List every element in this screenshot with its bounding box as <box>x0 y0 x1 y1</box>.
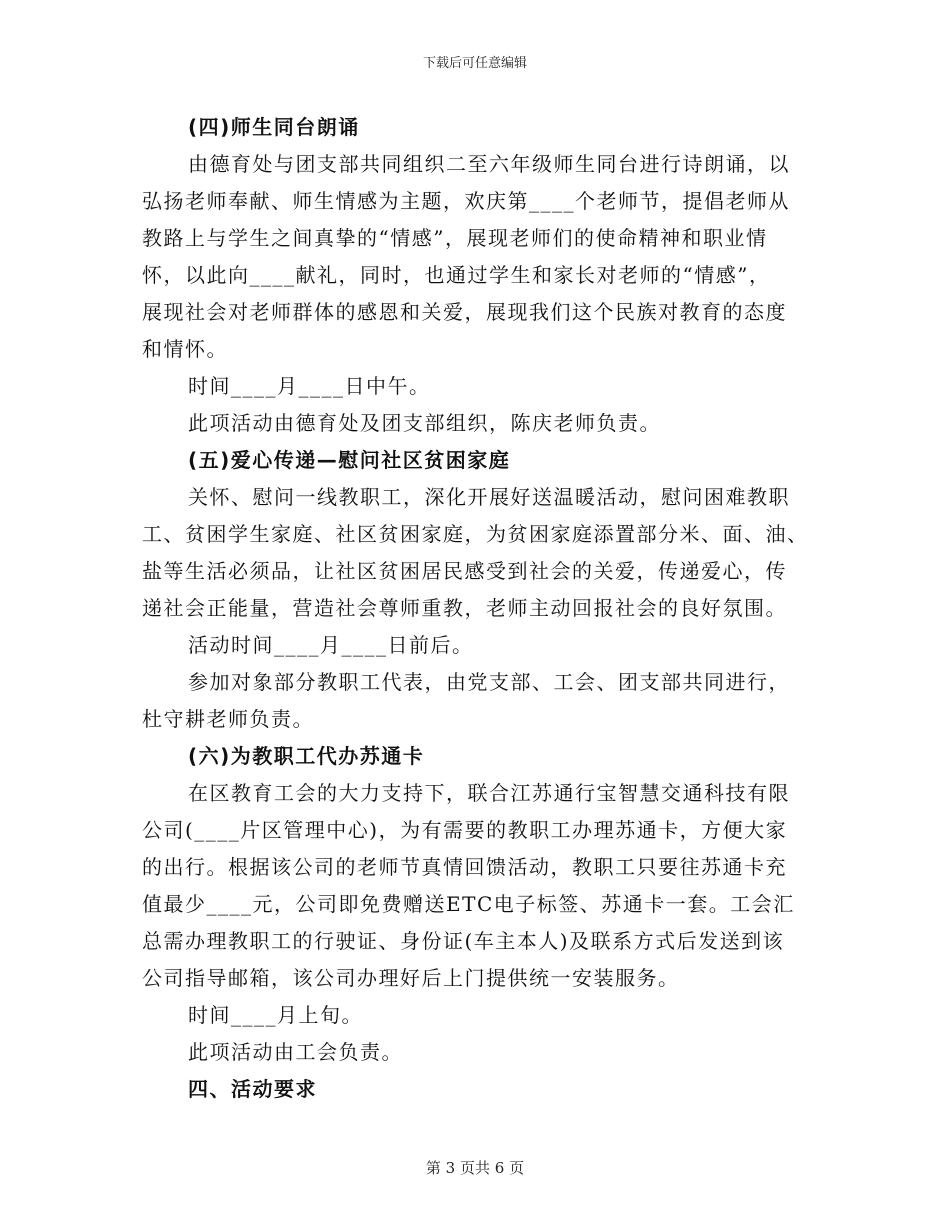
paragraph-line: 关怀、慰问一线教职工，深化开展好送温暖活动，慰问困难教职 <box>188 485 790 509</box>
paragraph-line: 由德育处与团支部共同组织二至六年级师生同台进行诗朗诵，以 <box>188 152 790 176</box>
paragraph-caring <box>142 479 812 627</box>
page-header: 下载后可任意编辑 <box>422 56 527 71</box>
paragraph-line: 公司指导邮箱，该公司办理好后上门提供统一安装服务。 <box>142 966 680 990</box>
time-line: 时间____月上旬。 <box>188 1003 363 1027</box>
paragraph-line: 的出行。根据该公司的老师节真情回馈活动，教职工只要往苏通卡充 <box>142 855 787 879</box>
paragraph-line: 和情怀。 <box>142 337 228 361</box>
paragraph-line: 总需办理教职工的行驶证、身份证(车主本人)及联系方式后发送到该 <box>142 929 785 953</box>
time-line: 时间____月____日中午。 <box>188 374 431 398</box>
document-body <box>142 109 812 1108</box>
section-heading-requirements: 四、活动要求 <box>188 1077 317 1101</box>
paragraph-line: 展现社会对老师群体的感恩和关爱，展现我们这个民族对教育的态度 <box>142 300 787 324</box>
paragraph-line: 弘扬老师奉献、师生情感为主题，欢庆第____个老师节，提倡老师从 <box>142 189 790 213</box>
paragraph-line: 公司(____片区管理中心)，为有需要的教职工办理苏通卡，方便大家 <box>142 818 788 842</box>
paragraph-sutong-card <box>142 775 812 997</box>
section-heading-4: (四)师生同台朗诵 <box>188 115 360 139</box>
paragraph-line: 工、贫困学生家庭、社区贫困家庭，为贫困家庭添置部分米、面、油、 <box>142 522 809 546</box>
page-footer: 第 3 页共 6 页 <box>425 1159 525 1177</box>
paragraph-line: 怀，以此向____献礼，同时，也通过学生和家长对老师的“情感”， <box>142 263 771 287</box>
paragraph-line: 教路上与学生之间真挚的“情感”，展现老师们的使命精神和职业情 <box>142 226 768 250</box>
time-line: 活动时间____月____日前后。 <box>188 633 474 657</box>
paragraph-line: 值最少____元，公司即免费赠送ETC电子标签、苏通卡一套。工会汇 <box>142 892 795 916</box>
responsibility-line: 此项活动由工会负责。 <box>188 1040 403 1064</box>
paragraph-line: 杜守耕老师负责。 <box>142 707 314 731</box>
paragraph-line: 参加对象部分教职工代表，由党支部、工会、团支部共同进行， <box>188 670 790 694</box>
paragraph-recitation <box>142 146 812 368</box>
section-heading-6: (六)为教职工代办苏通卡 <box>188 744 425 768</box>
paragraph-participants <box>142 664 812 738</box>
responsibility-line: 此项活动由德育处及团支部组织，陈庆老师负责。 <box>188 411 661 435</box>
paragraph-line: 盐等生活必须品，让社区贫困居民感受到社会的关爱，传递爱心，传 <box>142 559 787 583</box>
section-heading-5: (五)爱心传递—慰问社区贫困家庭 <box>188 448 511 472</box>
paragraph-line: 递社会正能量，营造社会尊师重教，老师主动回报社会的良好氛围。 <box>142 596 787 620</box>
paragraph-line: 在区教育工会的大力支持下，联合江苏通行宝智慧交通科技有限 <box>188 781 790 805</box>
